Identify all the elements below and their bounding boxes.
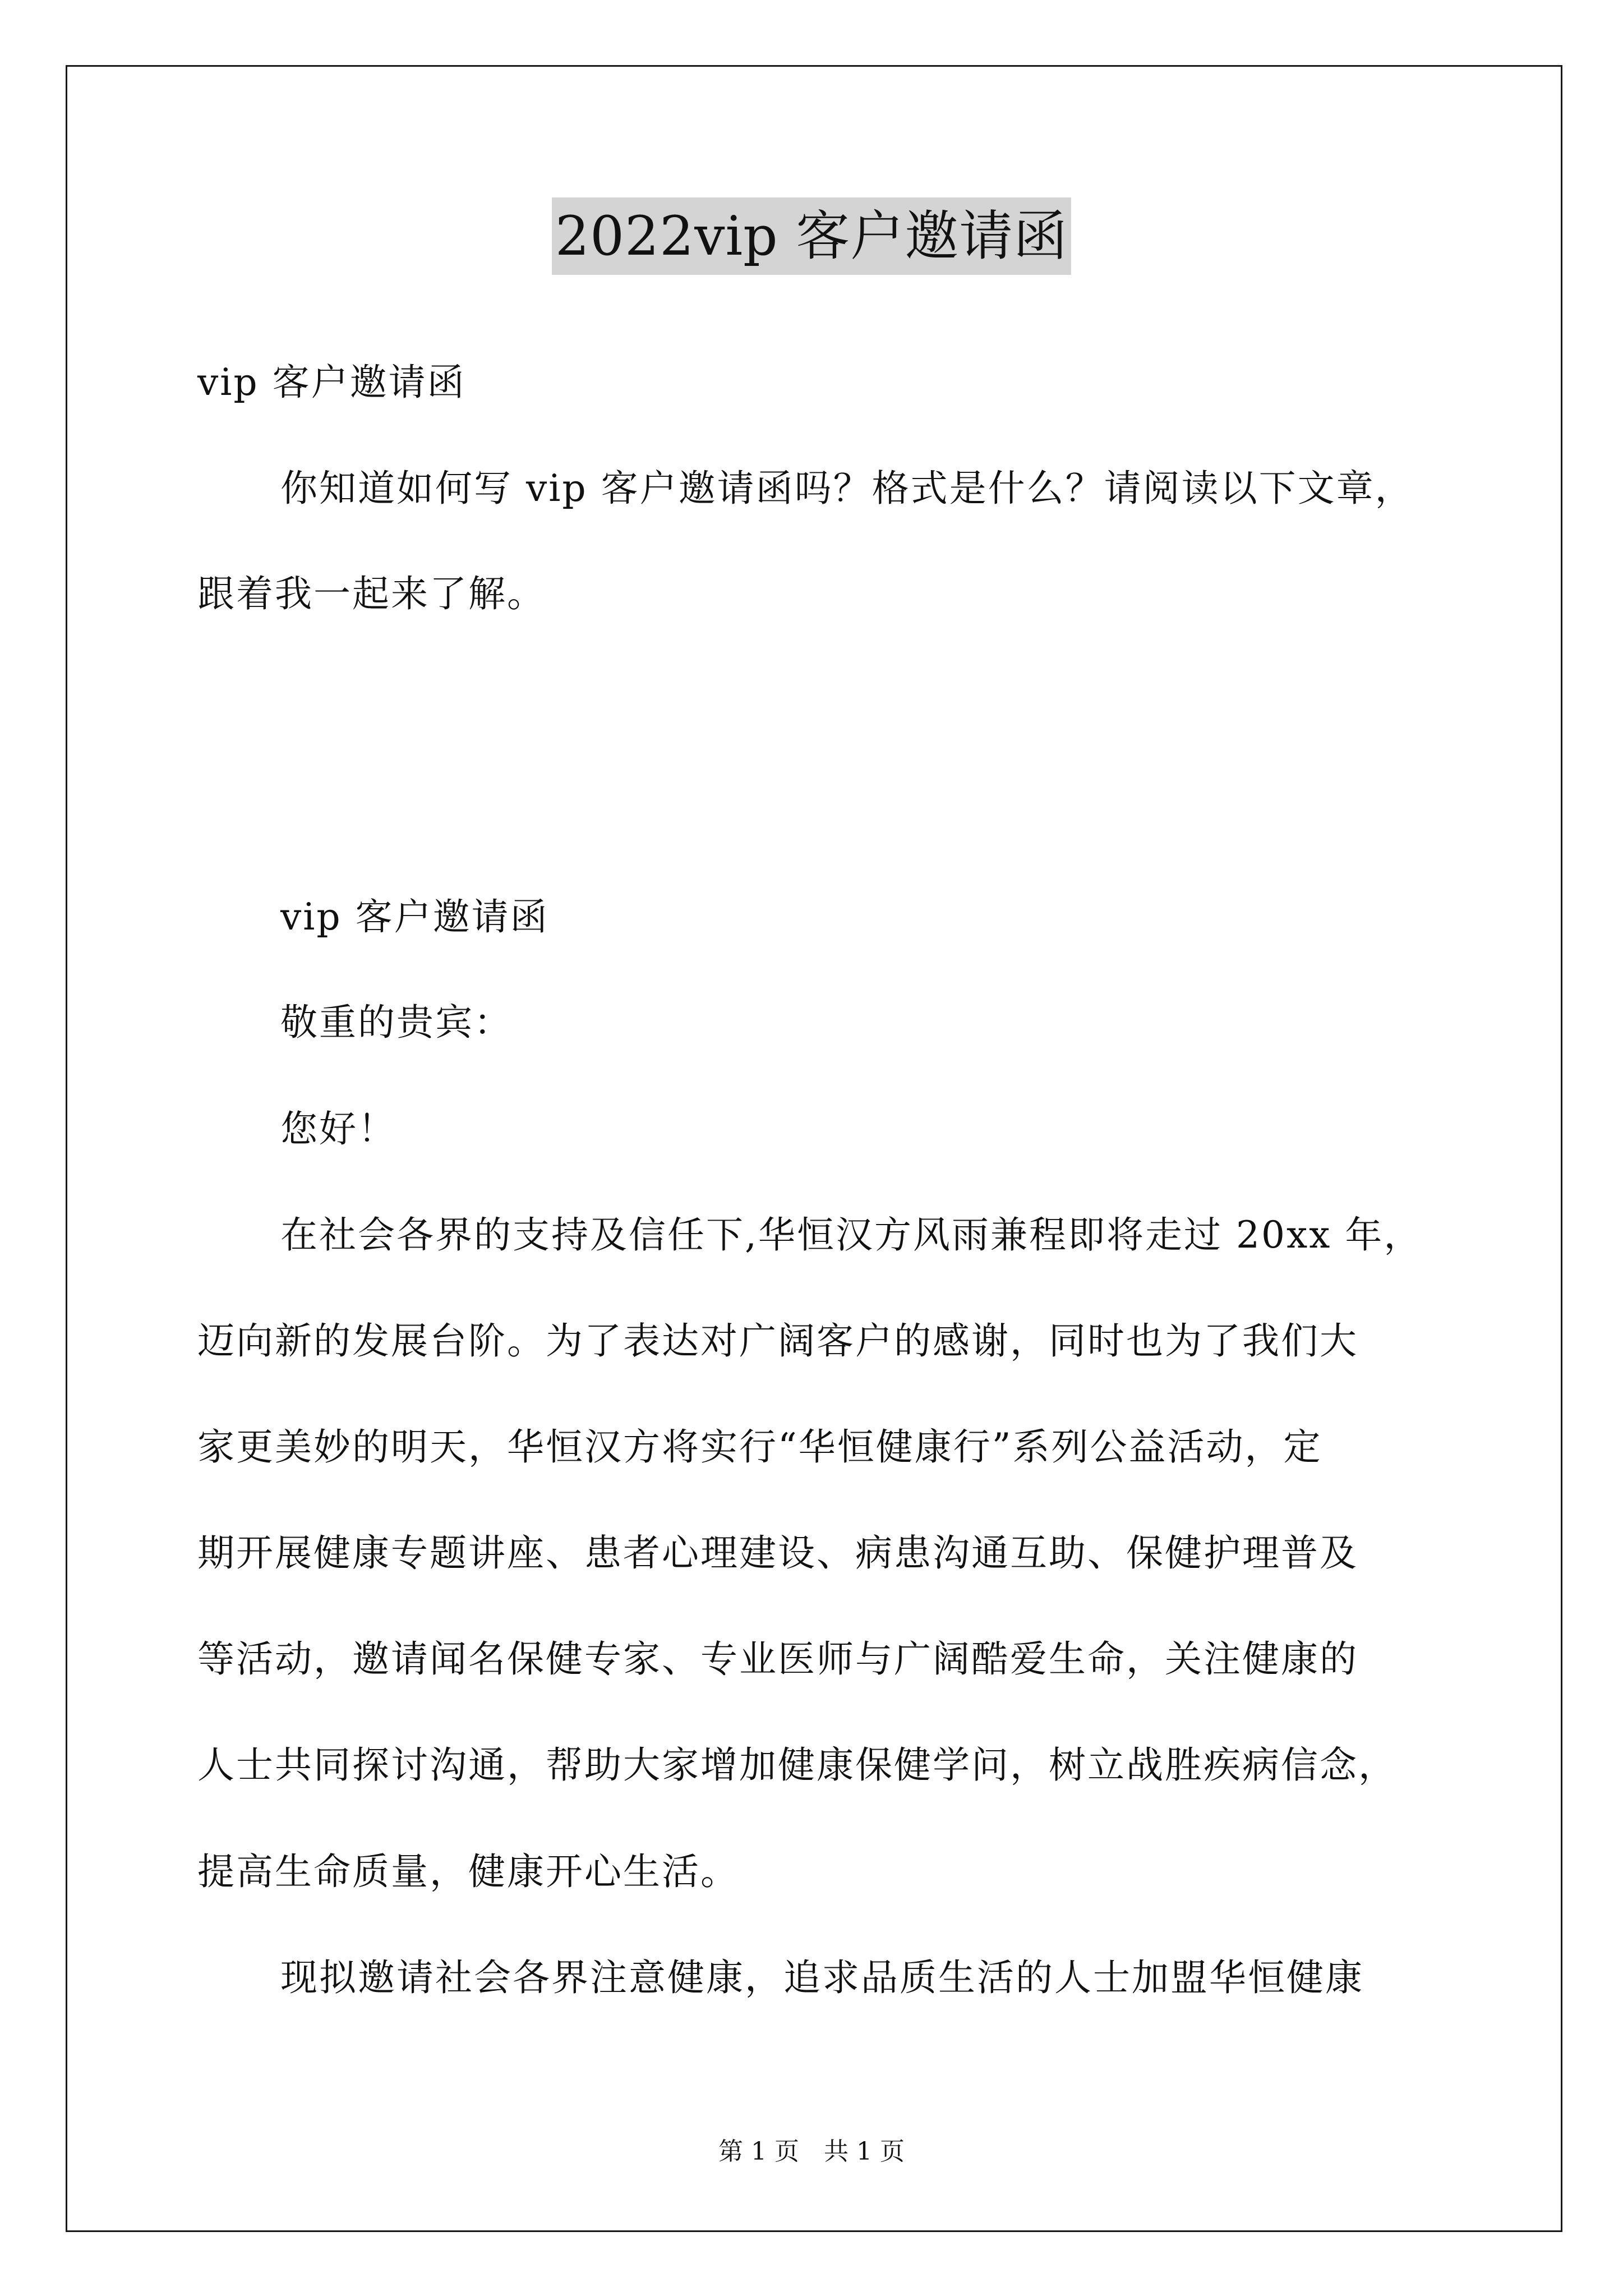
salutation: 敬重的贵宾： [280,1001,513,1044]
intro-line-1: 你知道如何写 vip 客户邀请函吗？格式是什么？请阅读以下文章， [280,467,1414,510]
body-line-1: 在社会各界的支持及信任下,华恒汉方风雨兼程即将走过 20xx 年， [280,1213,1423,1257]
intro-line-2: 跟着我一起来了解。 [197,572,546,615]
body-line-2: 迈向新的发展台阶。为了表达对广阔客户的感谢，同时也为了我们大 [197,1319,1358,1363]
body-line-7: 提高生命质量，健康开心生活。 [197,1850,739,1893]
title-container [0,197,1623,275]
body-line-4: 期开展健康专题讲座、患者心理建设、病患沟通互助、保健护理普及 [197,1531,1358,1575]
body-line-5: 等活动，邀请闻名保健专家、专业医师与广阔酷爱生命，关注健康的 [197,1637,1358,1681]
body-line-3: 家更美妙的明天，华恒汉方将实行“华恒健康行”系列公益活动，定 [197,1425,1322,1469]
page-footer: 第 1 页 共 1 页 [718,2137,905,2166]
subtitle-line: vip 客户邀请函 [197,361,466,404]
body-line-8: 现拟邀请社会各界注意健康，追求品质生活的人士加盟华恒健康 [280,1956,1364,1999]
letter-heading: vip 客户邀请函 [280,895,549,938]
document-title: 2022vip 客户邀请函 [552,197,1071,275]
body-line-6: 人士共同探讨沟通，帮助大家增加健康保健学问，树立战胜疾病信念， [197,1743,1397,1787]
greeting: 您好！ [280,1107,396,1151]
